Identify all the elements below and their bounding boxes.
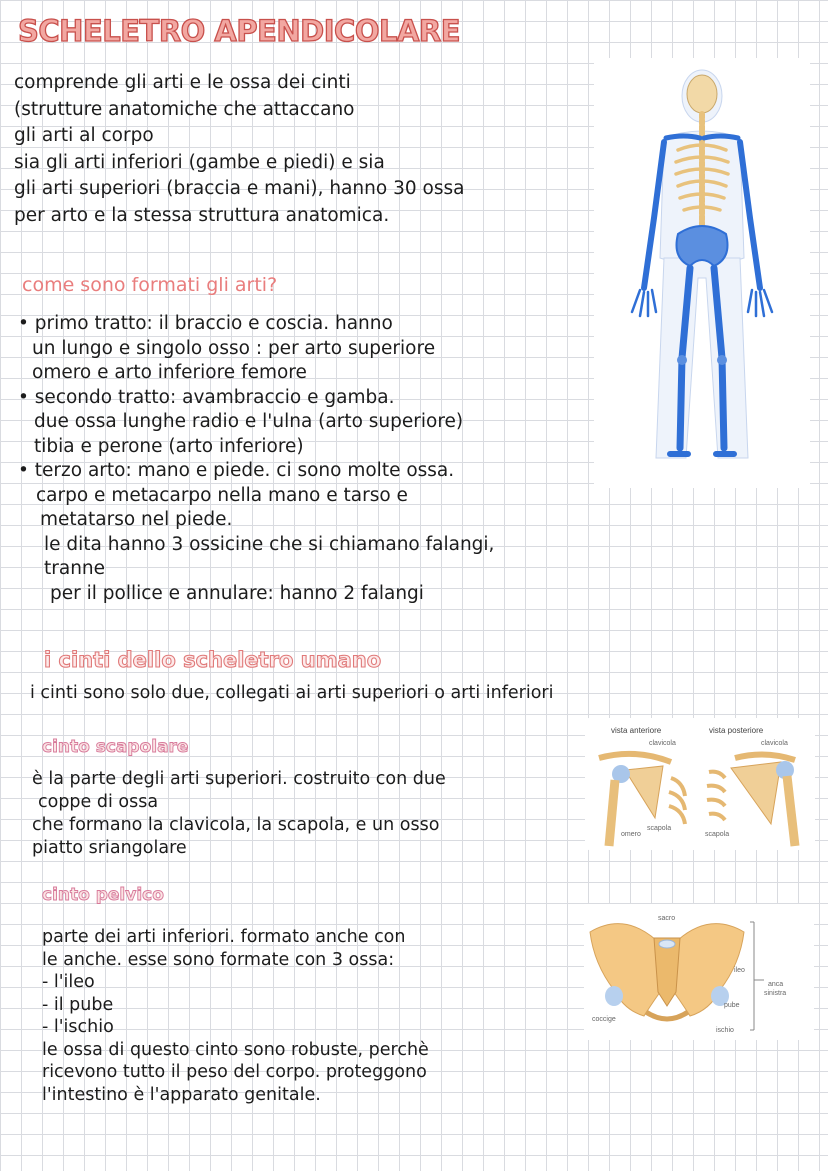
cinti-intro: i cinti sono solo due, collegati ai arti superiori o arti inferiori [30,683,554,703]
text-line: le ossa di questo cinto sono robuste, perchè [42,1039,429,1060]
intro-paragraph [14,70,464,229]
list-item-line: due ossa lunghe radio e l'ulna (arto superiore) [34,411,464,432]
intro-line: sia gli arti inferiori (gambe e piedi) e sia [14,151,385,173]
intro-line: gli arti superiori (braccia e mani), hanno 30 ossa [14,178,465,199]
text-line: - l'ileo [42,972,95,992]
list-item-line: metatarso nel piede. [40,509,233,530]
text-line: l'intestino è l'apparato genitale. [42,1084,321,1105]
list-item-line: • terzo arto: mano e piede. ci sono molte ossa. [18,460,455,481]
list-item-line: carpo e metacarpo nella mano e tarso e [36,484,408,506]
list-item-text: secondo tratto: avambraccio e gamba. [34,386,395,408]
list-item-line: per il pollice e annulare: hanno 2 falangi [50,582,424,604]
list-item-text: primo tratto: il braccio e coscia. hanno [34,313,393,334]
label-clavicola: clavicola [761,740,788,747]
label-omero: omero [621,831,641,838]
intro-line: per arto e la stessa struttura anatomica. [14,204,390,226]
text-line: piatto sriangolare [32,838,187,858]
label-clavicola: clavicola [649,740,676,747]
label-sinistra: sinistra [764,990,787,997]
cinto-pelvico-text [42,926,429,1106]
label-sacro: sacro [658,915,676,922]
shoulder-figure [585,718,815,850]
label-vista-posteriore: vista posteriore [709,726,764,735]
skeleton-illustration [594,58,810,488]
text-line: coppe di ossa [38,792,159,812]
shoulder-illustration [585,718,815,850]
text-line: parte dei arti inferiori. formato anche con [42,927,406,947]
arti-list [18,312,494,606]
list-item-line: • secondo tratto: avambraccio e gamba. [18,386,395,408]
list-item [18,386,494,460]
label-anca: anca [768,981,784,988]
cinto-pelvico-heading: cinto pelvico [42,885,164,905]
label-ileo: ileo [734,967,745,974]
pelvis-figure [584,904,814,1040]
list-item-text: terzo arto: mano e piede. ci sono molte ossa. [34,460,455,481]
list-item [18,459,494,606]
label-scapola: scapola [647,825,672,832]
text-line: - il pube [42,994,114,1015]
list-item-line: omero e arto inferiore femore [32,362,307,383]
list-item-line: le dita hanno 3 ossicine che si chiamano falangi, [44,533,495,555]
text-line: ricevono tutto il peso del corpo. proteggono [42,1062,427,1082]
label-coccige: coccige [592,1016,616,1023]
skeleton-figure [594,58,810,488]
label-scapola: scapola [705,831,730,838]
pelvis-illustration [584,904,814,1040]
label-vista-anteriore: vista anteriore [611,726,662,735]
label-ischio: ischio [716,1027,734,1034]
label-pube: pube [724,1002,740,1009]
intro-line: comprende gli arti e le ossa dei cinti [14,72,351,93]
cinto-scapolare-heading: cinto scapolare [42,737,189,757]
text-line: le anche. esse sono formate con 3 ossa: [42,949,395,970]
list-item-line: tranne [44,558,106,579]
text-line: è la parte degli arti superiori. costruito con due [32,769,446,789]
text-line: che formano la clavicola, la scapola, e un osso [32,815,440,835]
section-heading-arti: come sono formati gli arti? [22,274,278,296]
text-line: - l'ischio [42,1017,114,1037]
intro-line: gli arti al corpo [14,125,154,146]
list-item [18,312,494,386]
intro-line: (strutture anatomiche che attaccano [14,98,355,120]
list-item-line: un lungo e singolo osso : per arto superiore [32,337,436,359]
page-title: SCHELETRO APENDICOLARE [18,14,461,48]
list-item-line: tibia e perone (arto inferiore) [34,435,304,457]
list-item-line: • primo tratto: il braccio e coscia. hanno [18,313,393,334]
section-heading-cinti: i cinti dello scheletro umano [44,648,382,672]
cinto-scapolare-text [32,768,446,860]
